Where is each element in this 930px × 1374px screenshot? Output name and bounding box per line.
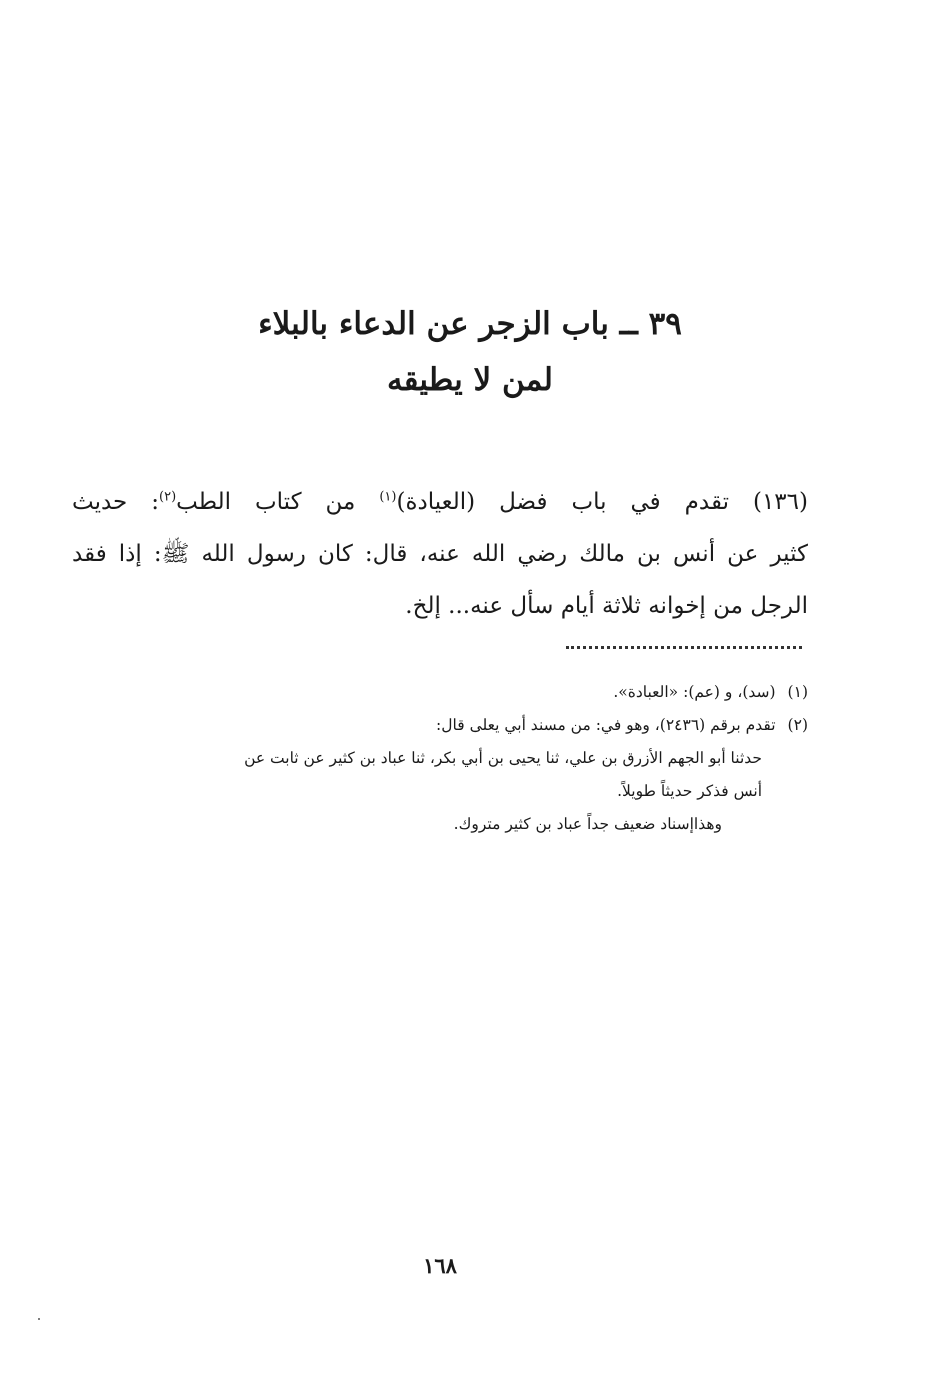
hadith-line-3: الرجل من إخوانه ثلاثة أيام سأل عنه... إلخ. [405,593,808,619]
hadith-line-1 [72,476,808,528]
footnote-marker-1[interactable]: (١) [379,489,397,505]
footnote-2-number: (٢) [787,716,808,734]
footnote-separator [566,646,802,649]
footnote-1-text: (سد)، و (عم): «العبادة». [613,683,776,701]
scan-speck [38,1318,40,1320]
footnote-2 [72,709,808,742]
footnotes [72,676,808,841]
hadith-line-1-start: (١٣٦) تقدم في باب فضل (العيادة) [396,489,808,515]
footnote-2-line-4: وهذاإسناد ضعيف جداً عباد بن كثير متروك. [453,815,722,833]
chapter-title-line-1: ٣٩ ــ باب الزجر عن الدعاء بالبلاء [258,306,682,342]
hadith-line-2: كثير عن أنس بن مالك رضي الله عنه، قال: كان رسول الله ﷺ: إذا فقد [72,541,808,567]
hadith-line-1-middle: من كتاب الطب [176,489,380,515]
footnote-2-line-3: أنس فذكر حديثاً طويلاً. [617,782,762,800]
page-number: ١٦٨ [423,1253,457,1278]
chapter-title [150,296,790,408]
hadith-text [72,476,808,632]
chapter-title-line-2: لمن لا يطيقه [387,362,553,398]
footnote-1-number: (١) [787,683,808,701]
footnote-2-text: تقدم برقم (٢٤٣٦)، وهو في: من مسند أبي يعلى قال: [436,716,776,734]
footnote-marker-2[interactable]: (٢) [159,489,177,505]
hadith-line-1-end: : حديث [72,489,160,515]
footnote-2-line-2: حدثنا أبو الجهم الأزرق بن علي، ثنا يحيى بن أبي بكر، ثنا عباد بن كثير عن ثابت عن [244,749,762,767]
footnote-1 [72,676,808,709]
